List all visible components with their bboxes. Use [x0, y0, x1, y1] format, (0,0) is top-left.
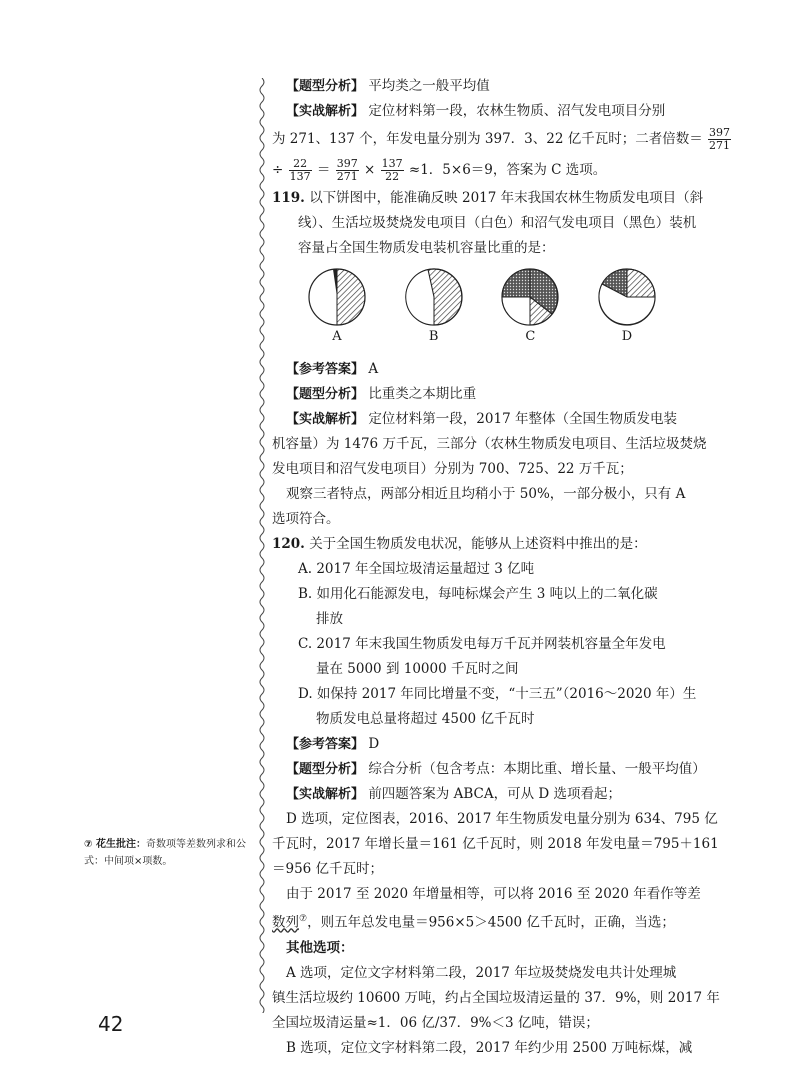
q119-stem-1: [272, 186, 712, 211]
q120-option-d-2: 物质发电总量将超过 4500 亿千瓦时: [316, 711, 535, 727]
pie-option-b: [399, 267, 469, 357]
main-content: [272, 74, 731, 1061]
d-analysis-2: 千瓦时，2017 年增长量＝161 亿千瓦时，则 2018 年发电量＝795＋161: [272, 836, 719, 852]
q120-option-b-2: 排放: [316, 611, 343, 627]
pie-options: [302, 267, 662, 357]
d-analysis-4: 由于 2017 至 2020 年增量相等，可以将 2016 至 2020 年看作等差: [286, 886, 701, 902]
q119-stem-2: 线）、生活垃圾焚烧发电项目（白色）和沼气发电项目（黑色）装机: [298, 215, 697, 231]
question-text: 以下饼图中，能准确反映 2017 年末我国农林生物质发电项目（斜: [309, 190, 704, 206]
pie-option-a: [302, 267, 372, 357]
fraction-denominator: 271: [336, 170, 358, 183]
side-annotation: [84, 836, 252, 870]
fraction-denominator: 22: [385, 170, 400, 183]
pie-option-d: [592, 267, 662, 357]
page-number: 42: [98, 1012, 124, 1036]
underlined-term: 数列: [272, 914, 299, 931]
q120-stem: [272, 532, 712, 557]
pie-chart-d: [597, 267, 657, 327]
fraction: [336, 158, 359, 183]
analysis-text: 为 271、137 个，年发电量分别为 397．3、22 亿千瓦时；二者倍数＝: [272, 131, 703, 147]
q119-type: [272, 382, 712, 407]
q120-option-b-1: B. 如用化石能源发电，每吨标煤会产生 3 吨以上的二氧化碳: [298, 586, 658, 602]
fraction-numerator: 22: [289, 158, 312, 171]
q119-answer: [272, 357, 712, 382]
answer-text: D: [368, 736, 380, 752]
d-analysis-1: D 选项，定位图表，2016、2017 年生物质发电量分别为 634、795 亿: [286, 811, 718, 827]
fraction-numerator: 137: [381, 157, 403, 170]
footnote-marker: ⑦: [299, 914, 308, 924]
d-analysis-5: [272, 907, 712, 936]
d-analysis-3: ＝956 亿千瓦时；: [272, 861, 384, 877]
pie-letter: B: [428, 329, 439, 344]
question-text: 关于全国生物质发电状况，能够从上述资料中推出的是：: [309, 536, 647, 552]
margin-wavy-line: [256, 78, 268, 1013]
other-options-heading: 其他选项：: [286, 939, 354, 956]
type-label: 【题型分析】: [286, 762, 365, 777]
q120-answer: [272, 732, 712, 757]
type-label: 【题型分析】: [286, 387, 365, 402]
analysis-text: 前四题答案为 ABCA，可从 D 选项看起；: [368, 786, 622, 802]
q120-type: [272, 757, 712, 782]
q119-analysis-1: [272, 407, 712, 432]
q119-analysis-2: 机容量）为 1476 万千瓦，三部分（农林生物质发电项目、生活垃圾焚烧: [272, 436, 707, 452]
equals-sign: ＝: [316, 162, 331, 178]
q119-analysis-3: 发电项目和沼气发电项目）分别为 700、725、22 万千瓦；: [272, 461, 633, 477]
question-number: 119.: [272, 190, 305, 206]
q119-analysis-5: 选项符合。: [272, 511, 340, 527]
fraction-denominator: 137: [289, 170, 311, 183]
a-analysis-1: A 选项，定位文字材料第二段，2017 年垃圾焚烧发电共计处理城: [286, 964, 677, 981]
q119-stem-3: 容量占全国生物质发电装机容量比重的是：: [298, 240, 555, 256]
q120-option-a: A. 2017 年全国垃圾清运量超过 3 亿吨: [298, 561, 535, 577]
type-label: 【题型分析】: [286, 79, 365, 94]
fraction: [708, 127, 731, 152]
pie-chart-b: [404, 267, 464, 327]
q120-option-c-2: 量在 5000 到 10000 千瓦时之间: [316, 661, 519, 677]
fraction: [381, 158, 404, 183]
a-analysis-2: 镇生活垃圾约 10600 万吨，约占全国垃圾清运量的 37．9%，则 2017 年: [272, 989, 720, 1006]
q118-analysis-line-3: [272, 154, 712, 186]
pie-letter: C: [525, 329, 536, 344]
pie-letter: A: [332, 329, 342, 344]
analysis-text: 定位材料第一段，农林生物质、沼气发电项目分别: [368, 103, 666, 119]
times-sign: ×: [364, 162, 376, 178]
question-number: 120.: [272, 536, 305, 552]
q118-analysis-line-2: [272, 124, 731, 154]
fraction-numerator: 397: [336, 157, 358, 170]
q118-type-line: [272, 74, 712, 99]
q120-option-c-1: C. 2017 年末我国生物质发电每万千瓦并网装机容量全年发电: [298, 636, 666, 652]
a-analysis-3: 全国垃圾清运量≈1．06 亿/37．9%＜3 亿吨，错误；: [272, 1014, 599, 1031]
b-analysis-1: B 选项，定位文字材料第二段，2017 年约少用 2500 万吨标煤，减: [286, 1039, 693, 1056]
side-annotation-text: 奇数项等差数列求和公式：中间项×项数。: [84, 839, 246, 867]
analysis-text: ≈1．5×6＝9，答案为 C 选项。: [408, 162, 607, 178]
pie-chart-c: [500, 267, 560, 327]
pie-letter: D: [621, 329, 633, 344]
analysis-text: ，则五年总发电量＝956×5＞4500 亿千瓦时，正确，当选；: [307, 914, 675, 931]
analysis-label: 【实战解析】: [286, 104, 365, 119]
type-text: 比重类之本期比重: [368, 386, 477, 402]
division-sign: ÷: [272, 162, 284, 178]
analysis-label: 【实战解析】: [286, 412, 365, 427]
type-text: 平均类之一般平均值: [368, 78, 490, 94]
q118-analysis-line-1: [272, 99, 712, 124]
fraction-numerator: 397: [709, 126, 731, 139]
analysis-text: 定位材料第一段，2017 年整体（全国生物质发电装: [368, 411, 677, 427]
q120-option-d-1: D. 如保持 2017 年同比增量不变，“十三五”（2016～2020 年）生: [298, 686, 697, 702]
side-annotation-label: ⑦ 花生批注：: [84, 839, 146, 850]
q120-analysis: [272, 782, 712, 807]
analysis-label: 【实战解析】: [286, 787, 365, 802]
pie-chart-a: [307, 267, 367, 327]
type-text: 综合分析（包含考点：本期比重、增长量、一般平均值）: [368, 761, 706, 777]
fraction: [289, 158, 312, 183]
answer-label: 【参考答案】: [286, 362, 365, 377]
answer-label: 【参考答案】: [286, 737, 365, 752]
q119-analysis-4: 观察三者特点，两部分相近且均稍小于 50%，一部分极小，只有 A: [286, 486, 686, 502]
pie-option-c: [495, 267, 565, 357]
answer-text: A: [368, 361, 379, 377]
fraction-denominator: 271: [709, 139, 731, 152]
